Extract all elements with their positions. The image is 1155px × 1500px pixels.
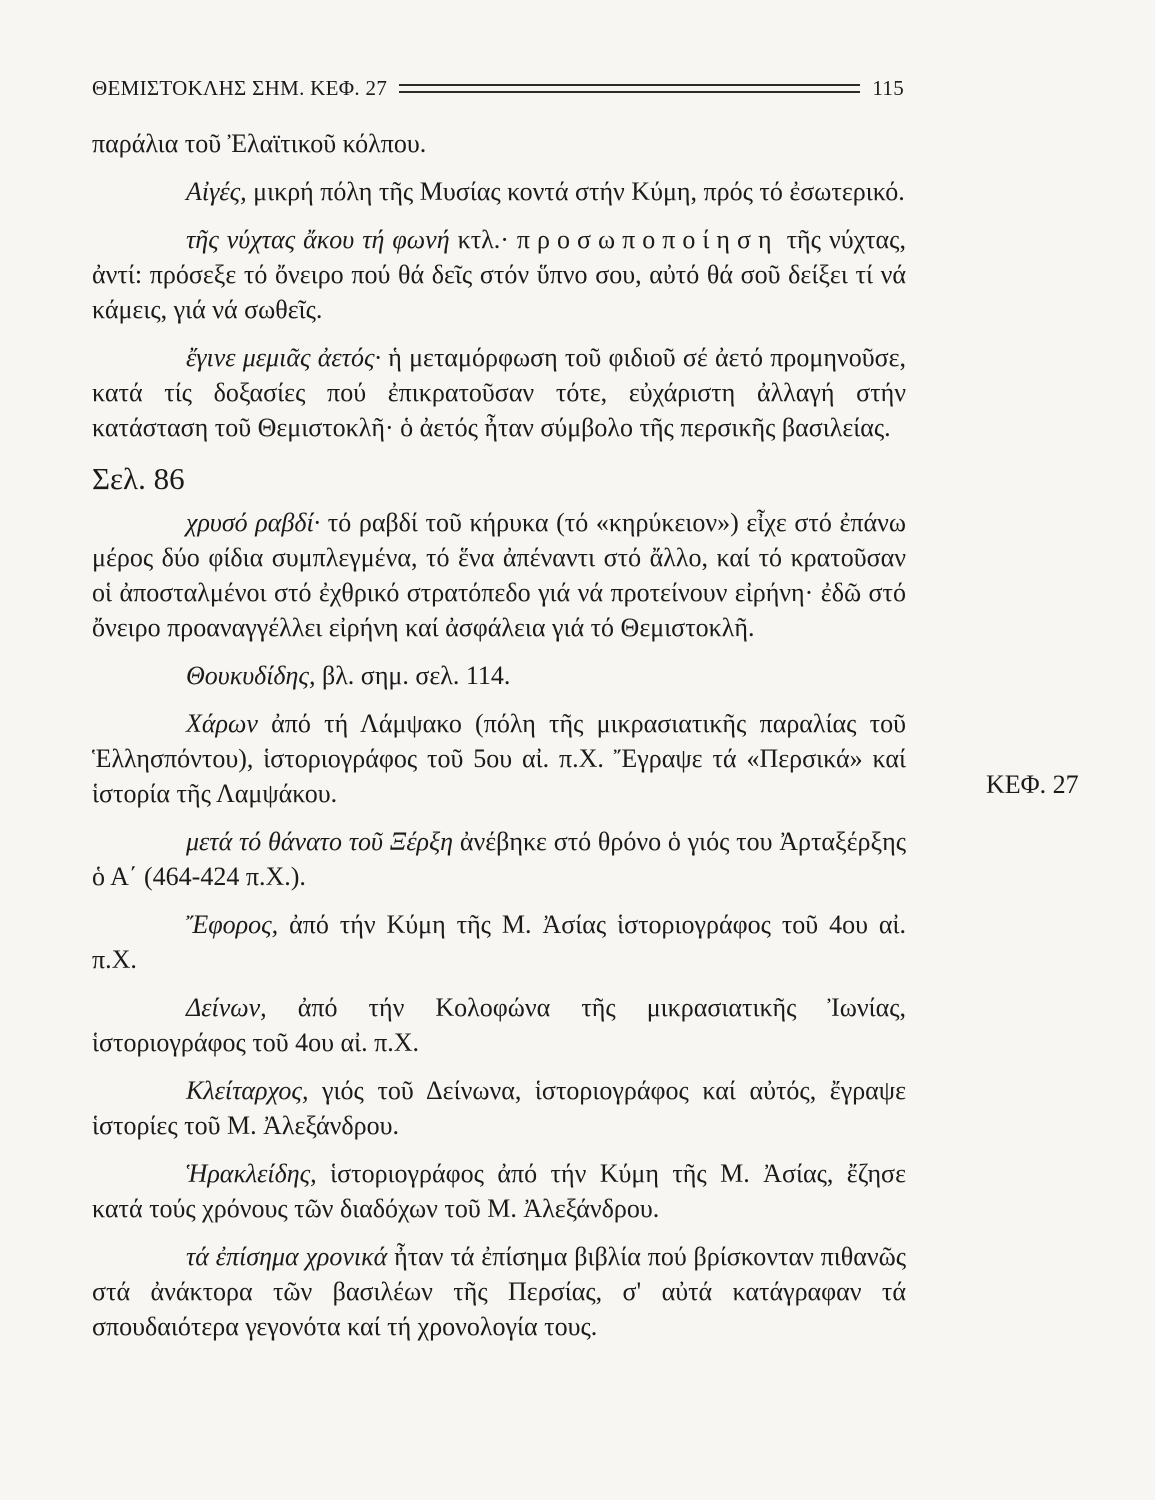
note-lemma: μετά τό θάνατο τοῦ Ξέρξη — [186, 827, 454, 856]
note-paragraph — [92, 1073, 906, 1143]
running-header — [92, 68, 904, 108]
note-text: μικρή πόλη τῆς Μυσίας κοντά στήν Κύμη, πρός τό ἐσωτερικό. — [246, 177, 905, 206]
note-text: ἀπό τήν Κύμη τῆς Μ. Ἀσίας ἱστοριογράφος τοῦ 4ου αἰ. π.Χ. — [92, 910, 906, 974]
note-lemma: Δείνων, — [186, 993, 267, 1022]
note-lemma: Χάρων — [186, 709, 258, 738]
note-text: ἀπό τή Λάμψακο (πόλη τῆς μικρασιατικῆς παραλίας τοῦ Ἑλλησπόντου), ἱστοριογράφος τοῦ 5ου αἰ. π.Χ. Ἔγραψε τά «Περσικά» καί ἱστορία τῆς Λαμψάκου. — [92, 709, 906, 808]
spaced-term: προσωποποίηση — [516, 225, 779, 254]
note-paragraph — [92, 706, 906, 811]
header-rule — [399, 84, 860, 93]
note-paragraph — [92, 1239, 906, 1344]
header-title: ΘΕΜΙΣΤΟΚΛΗΣ ΣΗΜ. ΚΕΦ. 27 — [92, 75, 388, 100]
page-number: 115 — [872, 75, 904, 100]
note-text: ἦταν τά ἐπίσημα βιβλία πού βρίσκονταν πιθανῶς στά ἀνάκτορα τῶν βασιλέων τῆς Περσίας, σ' αὐτά κατάγραφαν τά σπουδαιότερα γεγονότα καί τή χρονολογία τους. — [92, 1242, 906, 1341]
note-paragraph — [92, 824, 906, 894]
note-paragraph — [92, 990, 906, 1060]
note-text: τό ραβδί τοῦ κήρυκα (τό «κηρύκειον») εἶχε στό ἐπάνω μέρος δύο φίδια συμπλεγμένα, τό ἕνα ἀπέναντι στό ἄλλο, καί τό κρατοῦσαν οἱ ἀποσταλμένοι στό ἐχθρικό στρατόπεδο γιά νά προτείνουν εἰρήνη· ἐδῶ στό ὄνειρο προαναγγέλλει εἰρήνη καί ἀσφάλεια γιά τό Θεμιστοκλῆ. — [92, 508, 906, 642]
note-lemma: Κλείταρχος, — [186, 1076, 309, 1105]
note-lemma: τῆς νύχτας ἄκου τή φωνή — [186, 225, 450, 254]
note-paragraph — [92, 505, 906, 645]
note-paragraph — [92, 658, 906, 693]
note-text: γιός τοῦ Δείνωνα, ἱστοριογράφος καί αὐτός, ἔγραψε ἱστορίες τοῦ Μ. Ἀλεξάνδρου. — [92, 1076, 906, 1140]
note-lemma: Αἰγές, — [186, 177, 247, 206]
note-lemma: τά ἐπίσημα χρονικά — [186, 1242, 388, 1271]
note-lemma: Ἡρακλείδης, — [186, 1159, 317, 1188]
note-paragraph — [92, 340, 906, 445]
note-paragraph — [92, 174, 906, 209]
note-text: ἡ μεταμόρφωση τοῦ φιδιοῦ σέ ἀετό προμηνοῦσε, κατά τίς δοξασίες πού ἐπικρατοῦσαν τότε, εὐχάριστη ἀλλαγή στήν κατάσταση τοῦ Θεμιστοκλῆ· ὁ ἀετός ἦταν σύμβολο τῆς περσικῆς βασιλείας. — [92, 343, 906, 442]
note-lemma: ἔγινε μεμιᾶς ἀετός· — [186, 343, 382, 372]
note-text: ἱστοριογράφος ἀπό τήν Κύμη τῆς Μ. Ἀσίας, ἔζησε κατά τούς χρόνους τῶν διαδόχων τοῦ Μ. Ἀλεξάνδρου. — [92, 1159, 906, 1223]
note-text: βλ. σημ. σελ. 114. — [315, 661, 511, 690]
note-paragraph — [92, 222, 906, 327]
note-paragraph — [92, 126, 906, 161]
note-paragraph — [92, 907, 906, 977]
note-text: τῆς νύχτας, ἀντί: πρόσεξε τό ὄνειρο πού θά δεῖς στόν ὕπνο σου, αὐτό θά σοῦ δείξει τί νά κάμεις, γιά νά σωθεῖς. — [92, 225, 906, 324]
note-text: κτλ.· — [449, 225, 517, 254]
note-text: ἀνέβηκε στό θρόνο ὁ γιός του Ἀρταξέρξης ὁ Α΄ (464-424 π.Χ.). — [92, 827, 906, 891]
section-heading: Σελ. 86 — [92, 461, 185, 496]
main-text — [92, 126, 906, 1344]
note-lemma: χρυσό ραβδί· — [186, 508, 321, 537]
note-paragraph — [92, 1156, 906, 1226]
margin-chapter-note: ΚΕΦ. 27 — [986, 770, 1079, 799]
note-lemma: Ἔφορος, — [186, 910, 279, 939]
note-lemma: Θουκυδίδης, — [186, 661, 316, 690]
note-text: παράλια τοῦ Ἐλαϊτικοῦ κόλπου. — [92, 129, 427, 158]
note-text: ἀπό τήν Κολοφώνα τῆς μικρασιατικῆς Ἰωνίας, ἱστοριογράφος τοῦ 4ου αἰ. π.Χ. — [92, 993, 906, 1057]
